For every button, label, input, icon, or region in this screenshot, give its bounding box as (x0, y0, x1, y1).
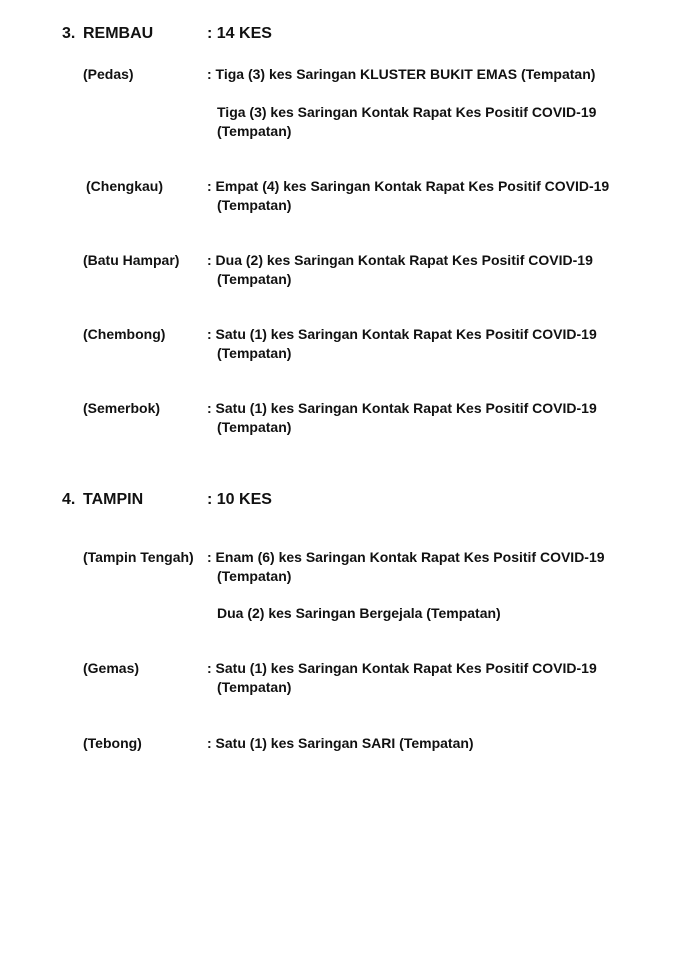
area-label: (Pedas) (83, 66, 134, 82)
area-detail-line: : Satu (1) kes Saringan Kontak Rapat Kes Positif COVID-19 (207, 660, 597, 676)
area-label: (Semerbok) (83, 400, 161, 416)
area-label: (Tebong) (83, 735, 142, 751)
area-detail-line: : Satu (1) kes Saringan Kontak Rapat Kes Positif COVID-19 (207, 326, 597, 342)
area-detail-line: : Satu (1) kes Saringan Kontak Rapat Kes Positif COVID-19 (207, 400, 597, 416)
area-detail-line: : Dua (2) kes Saringan Kontak Rapat Kes Positif COVID-19 (207, 252, 593, 268)
area-label: (Chembong) (83, 326, 166, 342)
section-title: REMBAU (83, 25, 154, 42)
area-label: (Gemas) (83, 660, 140, 676)
area-label: (Batu Hampar) (83, 252, 180, 268)
area-detail-line: (Tempatan) (217, 419, 292, 435)
area-detail-line: (Tempatan) (217, 271, 292, 287)
area-detail-line: (Tempatan) (217, 568, 292, 584)
area-label: (Chengkau) (86, 178, 163, 194)
section-number: 3. (62, 25, 76, 42)
area-detail-line: (Tempatan) (217, 123, 292, 139)
area-detail-line: Tiga (3) kes Saringan Kontak Rapat Kes Positif COVID-19 (217, 104, 597, 120)
area-detail-line: Dua (2) kes Saringan Bergejala (Tempatan) (217, 605, 501, 621)
section-number: 4. (62, 491, 76, 508)
area-detail-line: : Satu (1) kes Saringan SARI (Tempatan) (207, 735, 474, 751)
section-title: TAMPIN (83, 491, 144, 508)
area-detail-line: (Tempatan) (217, 345, 292, 361)
section-total: : 10 KES (207, 491, 272, 508)
area-detail-line: (Tempatan) (217, 679, 292, 695)
area-detail-line: : Enam (6) kes Saringan Kontak Rapat Kes Positif COVID-19 (207, 549, 605, 565)
area-detail-line: : Empat (4) kes Saringan Kontak Rapat Kes Positif COVID-19 (207, 178, 610, 194)
section-total: : 14 KES (207, 25, 272, 42)
area-detail-line: : Tiga (3) kes Saringan KLUSTER BUKIT EMAS (Tempatan) (207, 66, 596, 82)
area-label: (Tampin Tengah) (83, 549, 194, 565)
area-detail-line: (Tempatan) (217, 197, 292, 213)
